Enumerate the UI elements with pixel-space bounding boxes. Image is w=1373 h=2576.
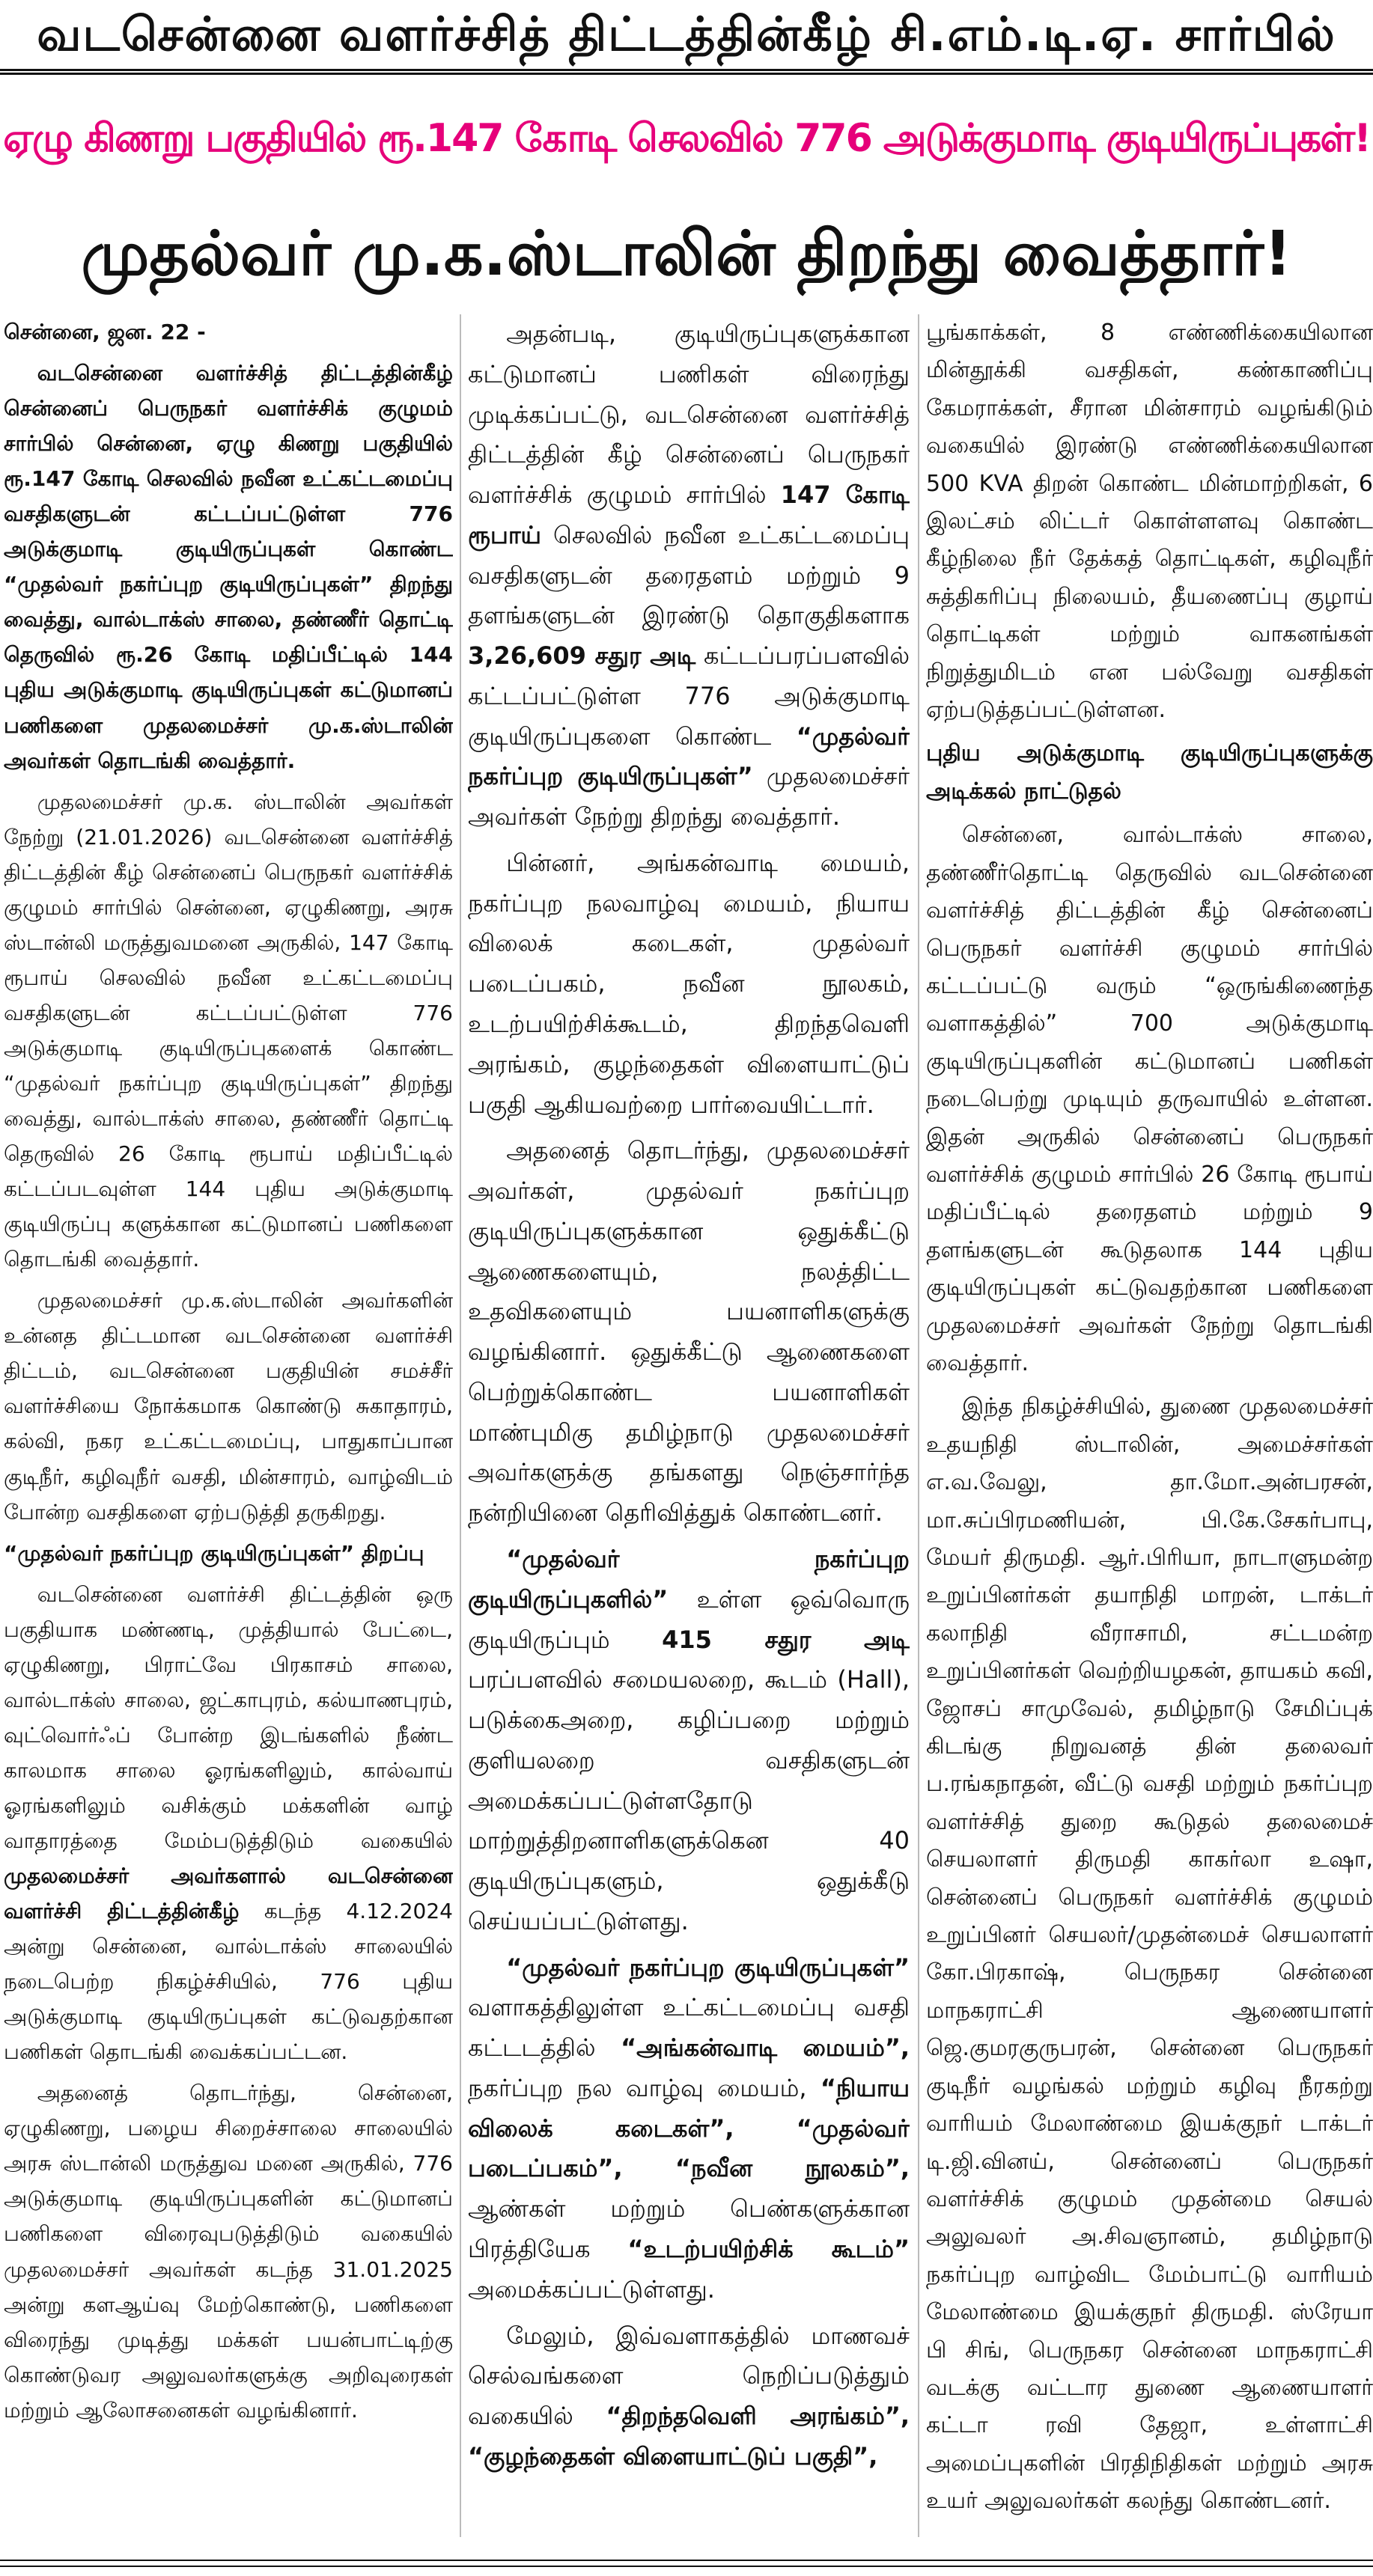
paragraph (468, 1948, 910, 2310)
text-run: உள்ள ஒவ்வொரு குடியிருப்பும் (468, 1584, 910, 1654)
text-run: கட்டப்பரப்பளவில் கட்டப்பட்டுள்ள 776 அடுக்குமாடி குடியிருப்புகளை கொண்ட (468, 641, 910, 751)
text-run-bold: “முதல்வர் நகர்ப்புற குடியிருப்புகள்” (468, 721, 910, 791)
column-divider (918, 314, 919, 2537)
text-run: பரப்பளவில் சமையலறை, கூடம் (Hall), படுக்கைஅறை, கழிப்பறை மற்றும் குளியலறை வசதிகளுடன் அமைக்கப்பட்டுள்ளதோடு மாற்றுத்திறனாளிகளுக்கென 40 குடியிருப்புகளும், ஒதுக்கீடு செய்யப்பட்டுள்ளது. (468, 1665, 910, 1935)
paragraph (468, 314, 910, 837)
headline: ஏழு கிணறு பகுதியில் ரூ.147 கோடி செலவில் 776 அடுக்குமாடி குடியிருப்புகள்! (3, 116, 1370, 161)
text-run-bold: “நியாய விலைக் கடைகள்”, “முதல்வர் படைப்பகம்”, “நவீன நூலகம்”, (468, 2073, 910, 2183)
article-column-1 (4, 314, 453, 2537)
paragraph (468, 2316, 910, 2477)
text-run: முதலமைச்சர் அவர்கள் நேற்று திறந்து வைத்தார். (468, 762, 910, 831)
paragraph: பூங்காக்கள், 8 எண்ணிக்கையிலான மின்தூக்கி வசதிகள், கண்காணிப்பு கேமராக்கள், சீரான மின்சாரம் வழங்கிடும் வகையில் இரண்டு எண்ணிக்கையிலான 500 KVA திறன் கொண்ட மின்மாற்றிகள், 6 இலட்சம் லிட்டர் கொள்ளளவு கொண்ட கீழ்நிலை நீர் தேக்கத் தொட்டிகள், கழிவுநீர் சுத்திகரிப்பு நிலையம், தீயணைப்பு குழாய் தொட்டிகள் மற்றும் வாகனங்கள் நிறுத்துமிடம் என பல்வேறு வசதிகள் ஏற்படுத்தப்பட்டுள்ளன. (926, 320, 1373, 724)
text-run: கடந்த 4.12.2024 அன்று சென்னை, வால்டாக்ஸ் சாலையில் நடைபெற்ற நிகழ்ச்சியில், 776 புதிய அடுக்குமாடி குடியிருப்புகள் கட்டுவதற்கான பணிகள் தொடங்கி வைக்கப்பட்டன. (4, 1899, 453, 2065)
paragraph: சென்னை, வால்டாக்ஸ் சாலை, தண்ணீர்தொட்டி தெருவில் வடசென்னை வளர்ச்சித் திட்டத்தின் கீழ் சென்னைப் பெருநகர் வளர்ச்சி குழுமம் சார்பில் கட்டப்பட்டு வரும் “ஒருங்கிணைந்த வளாகத்தில்” 700 அடுக்குமாடி குடியிருப்புகளின் கட்டுமானப் பணிகள் நடைபெற்று முடியும் தருவாயில் உள்ளன. இதன் அருகில் சென்னைப் பெருநகர் வளர்ச்சிக் குழுமம் சார்பில் 26 கோடி ரூபாய் மதிப்பீட்டில் தரைதளம் மற்றும் 9 தளங்களுடன் கூடுதலாக 144 புதிய குடியிருப்புகள் கட்டுவதற்கான பணிகளை முதலமைச்சர் அவர்கள் நேற்று தொடங்கி வைத்தார். (926, 822, 1373, 1376)
text-run-bold: “முதல்வர் நகர்ப்புற குடியிருப்புகள்” (506, 1953, 910, 1982)
dateline: சென்னை, ஜன. 22 - (4, 320, 206, 344)
paragraph (4, 1577, 453, 2070)
paragraph: முதலமைச்சர் மு.க. ஸ்டாலின் அவர்கள் நேற்று (21.01.2026) வடசென்னை வளர்ச்சித் திட்டத்தின் கீழ் சென்னைப் பெருநகர் வளர்ச்சிக் குழுமம் சார்பில் சென்னை, ஏழுகிணறு, அரசு ஸ்டான்லி மருத்துவமனை அருகில், 147 கோடி ரூபாய் செலவில் நவீன உட்கட்டமைப்பு வசதிகளுடன் கட்டப்பட்டுள்ள 776 அடுக்குமாடி குடியிருப்புகளைக் கொண்ட “முதல்வர் நகர்ப்புற குடியிருப்புகள்” திறந்து வைத்து, வால்டாக்ஸ் சாலை, தண்ணீர் தொட்டி தெருவில் 26 கோடி ரூபாய் மதிப்பீட்டில் கட்டப்படவுள்ள 144 புதிய அடுக்குமாடி குடியிருப்பு களுக்கான கட்டுமானப் பணிகளை தொடங்கி வைத்தார். (4, 789, 453, 1272)
lead-paragraph: வடசென்னை வளர்ச்சித் திட்டத்தின்கீழ் சென்னைப் பெருநகர் வளர்ச்சிக் குழுமம் சார்பில் சென்னை, ஏழு கிணறு பகுதியில் ரூ.147 கோடி செலவில் நவீன உட்கட்டமைப்பு வசதிகளுடன் கட்டப்பட்டுள்ள 776 அடுக்குமாடி குடியிருப்புகள் கொண்ட “முதல்வர் நகர்ப்புற குடியிருப்புகள்” திறந்து வைத்து, வால்டாக்ஸ் சாலை, தண்ணீர் தொட்டி தெருவில் ரூ.26 கோடி மதிப்பீட்டில் 144 புதிய அடுக்குமாடி குடியிருப்புகள் கட்டுமானப் பணிகளை முதலமைச்சர் மு.க.ஸ்டாலின் அவர்கள் தொடங்கி வைத்தார். (4, 361, 453, 773)
article-column-2 (468, 314, 910, 2537)
paragraph: பின்னர், அங்கன்வாடி மையம், நகர்ப்புற நலவாழ்வு மையம், நியாய விலைக் கடைகள், முதல்வர் படைப்பகம், நவீன நூலகம், உடற்பயிற்சிக்கூடம், திறந்தவெளி அரங்கம், குழந்தைகள் விளையாட்டுப் பகுதி ஆகியவற்றை பார்வையிட்டார். (468, 848, 910, 1119)
text-run-bold: “உடற்பயிற்சிக் கூடம்” (627, 2234, 910, 2263)
text-run: ஆண்கள் மற்றும் பெண்களுக்கான பிரத்தியேக (468, 2194, 910, 2263)
text-run: வடசென்னை வளர்ச்சி திட்டத்தின் ஒரு பகுதியாக மண்ணடி, முத்தியால் பேட்டை, ஏழுகிணறு, பிராட்வே பிரகாசம் சாலை, வால்டாக்ஸ் சாலை, ஜட்காபுரம், கல்யாணபுரம், வுட்வொர்ஃப் போன்ற இடங்களில் நீண்ட காலமாக சாலை ஓரங்களிலும், கால்வாய் ஓரங்களிலும் வசிக்கும் மக்களின் வாழ் வாதாரத்தை மேம்படுத்திடும் வகையில் (4, 1581, 453, 1853)
paragraph (468, 1539, 910, 1942)
kicker-banner (0, 0, 1373, 75)
subheadline: முதல்வர் மு.க.ஸ்டாலின் திறந்து வைத்தார்! (81, 219, 1292, 290)
text-run-bold: “அங்கன்வாடி மையம்”, (621, 2033, 910, 2063)
text-run-bold: “திறந்தவெளி அரங்கம்”, “குழந்தைகள் விளையாட்டுப் பகுதி”, (468, 2402, 910, 2470)
text-run-bold: 3,26,609 சதுர அடி (468, 641, 696, 671)
paragraph: முதலமைச்சர் மு.க.ஸ்டாலின் அவர்களின் உன்னத திட்டமான வடசென்னை வளர்ச்சி திட்டம், வடசென்னை பகுதியின் சமச்சீர் வளர்ச்சியை நோக்கமாக கொண்டு சுகாதாரம், கல்வி, நகர உட்கட்டமைப்பு, பாதுகாப்பான குடிநீர், கழிவுநீர் வசதி, மின்சாரம், வாழ்விடம் போன்ற வசதிகளை ஏற்படுத்தி தருகிறது. (4, 1288, 453, 1524)
text-run: நகர்ப்புற நல வாழ்வு மையம், (468, 2073, 807, 2102)
article-column-3 (926, 314, 1373, 2537)
text-run-bold: முதலமைச்சர் அவர்களால் வடசென்னை வளர்ச்சி திட்டத்தின்கீழ் (4, 1864, 453, 1924)
bottom-rule (0, 2560, 1373, 2567)
kicker-text: வடசென்னை வளர்ச்சித் திட்டத்தின்கீழ் சி.எம்.டி.ஏ. சார்பில் (37, 7, 1336, 61)
text-run: செலவில் நவீன உட்கட்டமைப்பு வசதிகளுடன் தரைதளம் மற்றும் 9 தளங்களுடன் இரண்டு தொகுதிகளாக (468, 520, 910, 630)
column-divider (460, 314, 461, 2537)
text-run: வளாகத்திலுள்ள உட்கட்டமைப்பு வசதி கட்டடத்தில் (468, 1993, 910, 2063)
paragraph: அதனைத் தொடர்ந்து, முதலமைச்சர் அவர்கள், முதல்வர் நகர்ப்புற குடியிருப்புகளுக்கான ஒதுக்கீட்டு ஆணைகளையும், நலத்திட்ட உதவிகளையும் பயனாளிகளுக்கு வழங்கினார். ஒதுக்கீட்டு ஆணைகளை பெற்றுக்கொண்ட பயனாளிகள் மாண்புமிகு தமிழ்நாடு முதலமைச்சர் அவர்களுக்கு தங்களது நெஞ்சார்ந்த நன்றியினை தெரிவித்துக் கொண்டனர். (468, 1136, 910, 1527)
paragraph: இந்த நிகழ்ச்சியில், துணை முதலமைச்சர் உதயநிதி ஸ்டாலின், அமைச்சர்கள் எ.வ.வேலு, தா.மோ.அன்பரசன், மா.சுப்பிரமணியன், பி.கே.சேகர்பாபு, மேயர் திருமதி. ஆர்.பிரியா, நாடாளுமன்ற உறுப்பினர்கள் தயாநிதி மாறன், டாக்டர் கலாநிதி வீராசாமி, சட்டமன்ற உறுப்பினர்கள் வெற்றியழகன், தாயகம் கவி, ஜோசப் சாமுவேல், தமிழ்நாடு சேமிப்புக் கிடங்கு நிறுவனத் தின் தலைவர் ப.ரங்கநாதன், வீட்டு வசதி மற்றும் நகர்ப்புற வளர்ச்சித் துறை கூடுதல் தலைமைச் செயலாளர் திருமதி காகர்லா உஷா, சென்னைப் பெருநகர் வளர்ச்சிக் குழுமம் உறுப்பினர் செயலர்/முதன்மைச் செயலாளர் கோ.பிரகாஷ், பெருநகர சென்னை மாநகராட்சி ஆணையாளர் ஜெ.குமரகுருபரன், சென்னை பெருநகர் குடிநீர் வழங்கல் மற்றும் கழிவு நீரகற்று வாரியம் மேலாண்மை இயக்குநர் டாக்டர் டி.ஜி.வினய், சென்னைப் பெருநகர் வளர்ச்சிக் குழுமம் முதன்மை செயல் அலுவலர் அ.சிவஞானம், தமிழ்நாடு நகர்ப்புற வாழ்விட மேம்பாட்டு வாரியம் மேலாண்மை இயக்குநர் திருமதி. ஸ்ரேயா பி சிங், பெருநகர சென்னை மாநகராட்சி வடக்கு வட்டார துணை ஆணையாளர் கட்டா ரவி தேஜா, உள்ளாட்சி அமைப்புகளின் பிரதிநிதிகள் மற்றும் அரசு உயர் அலுவலர்கள் கலந்து கொண்டனர். (926, 1394, 1373, 2515)
text-run: அதன்படி, குடியிருப்புகளுக்கான கட்டுமானப் பணிகள் விரைந்து முடிக்கப்பட்டு, வடசென்னை வளர்ச்சித் திட்டத்தின் கீழ் சென்னைப் பெருநகர் வளர்ச்சிக் குழுமம் சார்பில் (468, 320, 910, 510)
text-run: மேலும், இவ்வளாகத்தில் மாணவச் செல்வங்களை நெறிப்படுத்தும் வகையில் (468, 2321, 910, 2431)
text-run-bold: 415 சதுர அடி (662, 1625, 910, 1654)
section-subhead: புதிய அடுக்குமாடி குடியிருப்புகளுக்கு அடிக்கல் நாட்டுதல் (926, 740, 1373, 805)
paragraph: அதனைத் தொடர்ந்து, சென்னை, ஏழுகிணறு, பழைய சிறைச்சாலை சாலையில் அரசு ஸ்டான்லி மருத்துவ மனை அருகில், 776 அடுக்குமாடி குடியிருப்புகளின் கட்டுமானப் பணிகளை விரைவுபடுத்திடும் வகையில் முதலமைச்சர் அவர்கள் கடந்த 31.01.2025 அன்று களஆய்வு மேற்கொண்டு, பணிகளை விரைந்து முடித்து மக்கள் பயன்பாட்டிற்கு கொண்டுவர அலுவலர்களுக்கு அறிவுரைகள் மற்றும் ஆலோசனைகள் வழங்கினார். (4, 2081, 453, 2423)
text-run-bold: “முதல்வர் நகர்ப்புற குடியிருப்புகளில்” (468, 1544, 910, 1614)
text-run: அமைக்கப்பட்டுள்ளது. (468, 2274, 715, 2304)
section-subhead: “முதல்வர் நகர்ப்புற குடியிருப்புகள்” திறப்பு (4, 1540, 424, 1566)
text-run-bold: 147 கோடி ரூபாய் (468, 480, 910, 549)
